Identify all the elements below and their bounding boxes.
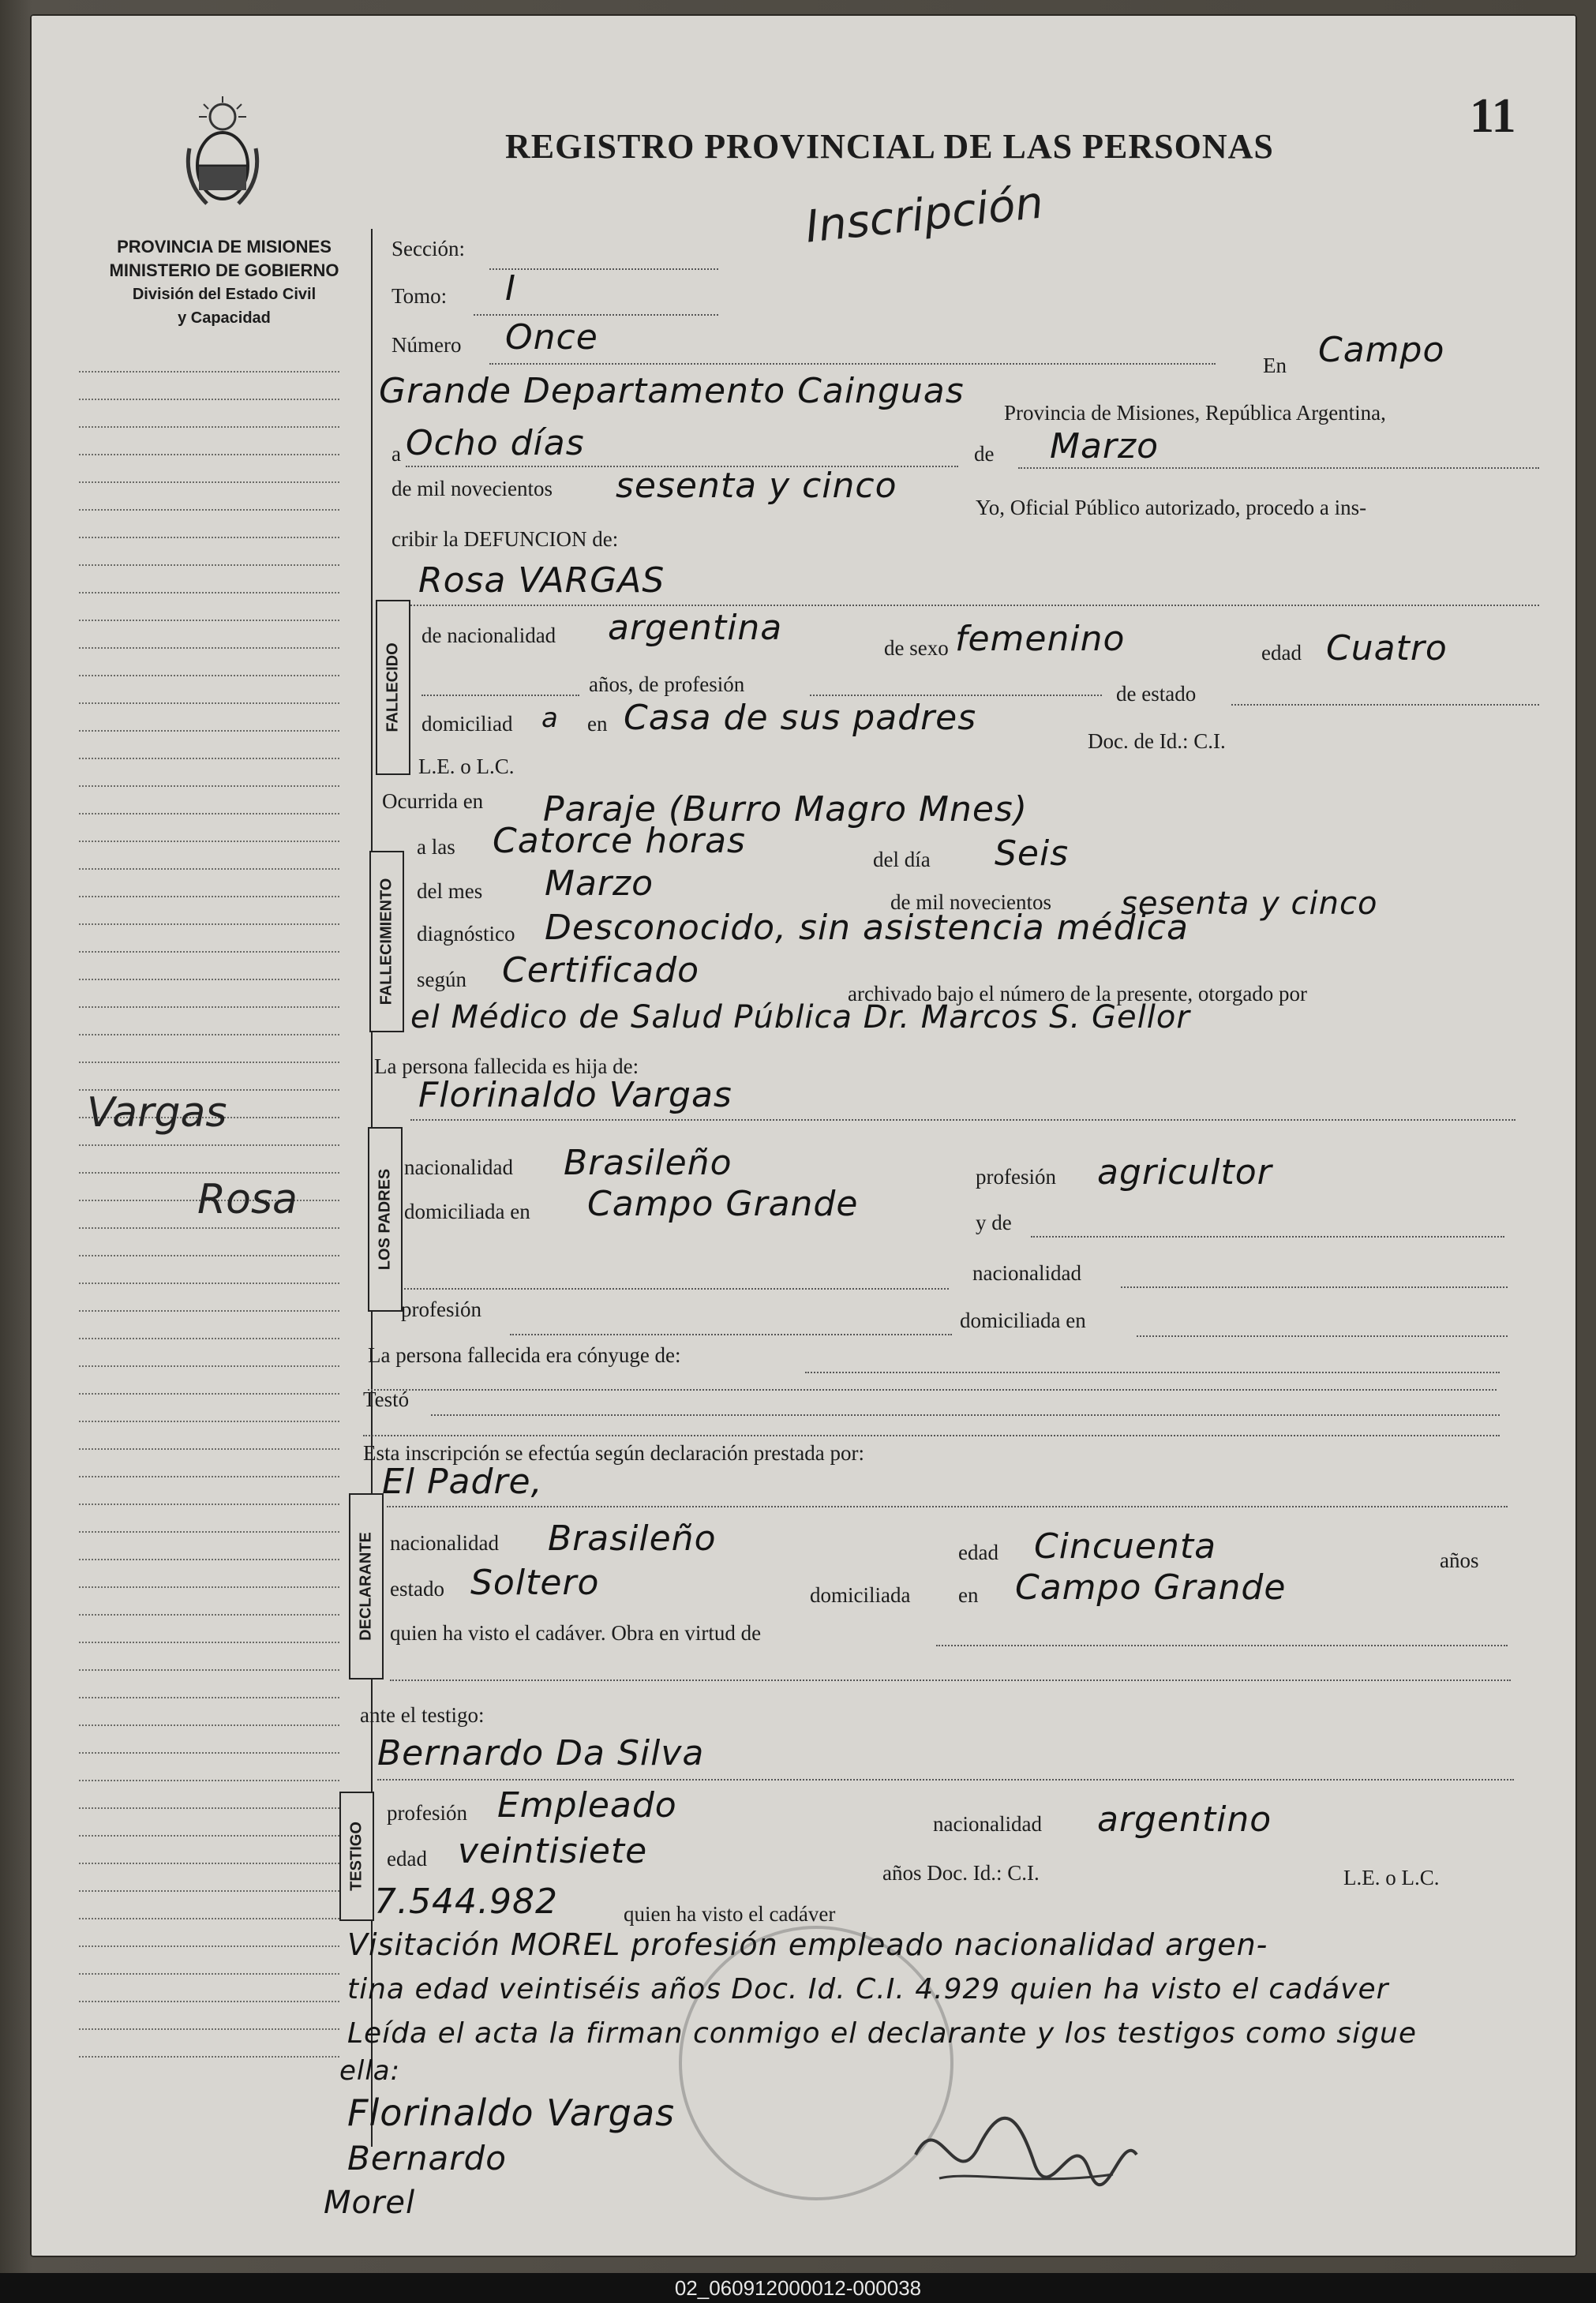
official-signature-icon: [908, 2099, 1145, 2202]
declarante-name: El Padre,: [382, 1462, 543, 1502]
a-label: a: [392, 442, 401, 466]
domiciliado-suffix: a: [541, 702, 559, 734]
note-line-1: Visitación MOREL profesión empleado nacionalidad argen-: [347, 1927, 1268, 1962]
padre-name: Florinaldo Vargas: [418, 1075, 732, 1115]
hora-value: Catorce horas: [493, 821, 746, 861]
ocurrida-value: Paraje (Burro Magro Mnes): [543, 789, 1028, 829]
declarante-en-label: en: [958, 1583, 979, 1607]
testigo-visto-label: quien ha visto el cadáver: [624, 1902, 836, 1926]
testigo-ci-value: 7.544.982: [374, 1882, 558, 1922]
edad-value: Cuatro: [1326, 628, 1448, 668]
top-annotation: Inscripción: [803, 177, 1046, 253]
testigo-edad-value: veintisiete: [458, 1831, 648, 1871]
del-dia-label: del día: [873, 848, 931, 871]
province-block: [74, 235, 374, 330]
testo-label: Testó: [363, 1387, 410, 1411]
tomo-label: Tomo:: [392, 284, 448, 308]
hija-de-label: La persona fallecida es hija de:: [374, 1054, 639, 1078]
declarante-nacionalidad-label: nacionalidad: [390, 1531, 499, 1555]
province-line: PROVINCIA DE MISIONES: [117, 237, 332, 257]
mes-value: Marzo: [1050, 426, 1160, 466]
le-label: L.E. o L.C.: [418, 755, 515, 778]
otorgado-value: el Médico de Salud Pública Dr. Marcos S. Gellor: [410, 999, 1190, 1035]
declarante-anios-label: años: [1440, 1548, 1479, 1572]
anio-value: sesenta y cinco: [616, 466, 897, 506]
archivado-label: archivado bajo el número de la presente, otorgado por: [848, 982, 1308, 1005]
cribir-label: cribir la DEFUNCION de:: [392, 527, 619, 551]
declarante-visto-label: quien ha visto el cadáver. Obra en virtud de: [390, 1621, 762, 1645]
declarante-edad-value: Cincuenta: [1034, 1526, 1217, 1567]
ante-testigo-label: ante el testigo:: [360, 1703, 485, 1727]
mes-fallecimiento-value: Marzo: [545, 863, 654, 904]
segun-label: según: [417, 968, 466, 991]
page-number: 11: [1470, 89, 1516, 143]
capacity-line: y Capacidad: [178, 309, 271, 327]
declarante-nacionalidad-value: Brasileño: [548, 1518, 717, 1559]
sexo-value: femenino: [955, 619, 1126, 659]
margin-given-name: Rosa: [197, 1176, 298, 1223]
madre-profesion-label: profesión: [401, 1298, 481, 1321]
lugar-value-2: Grande Departamento Cainguas: [379, 371, 965, 411]
dia-value: Ocho días: [406, 423, 585, 463]
declarante-estado-value: Soltero: [470, 1563, 600, 1603]
note-line-2: tina edad veintiséis años Doc. Id. C.I. 4.929 quien ha visto el cadáver: [347, 1973, 1389, 2005]
madre-nacionalidad-label: nacionalidad: [972, 1261, 1081, 1285]
declarante-estado-label: estado: [390, 1577, 444, 1601]
signature-3: Morel: [324, 2185, 416, 2221]
signature-1: Florinaldo Vargas: [347, 2091, 676, 2134]
diagnostico-value: Desconocido, sin asistencia médica: [545, 908, 1189, 948]
estado-label: de estado: [1116, 682, 1197, 706]
en-label: En: [1263, 354, 1287, 377]
registry-title: REGISTRO PROVINCIAL DE LAS PERSONAS: [505, 127, 1274, 166]
anios-profesion-label: años, de profesión: [589, 672, 745, 696]
padre-domicilio-label: domiciliada en: [404, 1200, 530, 1223]
de-mil-label: de mil novecientos: [392, 477, 553, 500]
doc-label: Doc. de Id.: C.I.: [1088, 729, 1226, 753]
declarante-tag: DECLARANTE: [349, 1493, 384, 1680]
numero-label: Número: [392, 333, 462, 357]
testigo-edad-label: edad: [387, 1847, 427, 1870]
margin-surname: Vargas: [87, 1089, 227, 1137]
testigo-nacionalidad-value: argentino: [1097, 1799, 1272, 1840]
note-line-4: ella:: [339, 2055, 401, 2087]
del-mes-label: del mes: [417, 879, 483, 903]
testigo-profesion-label: profesión: [387, 1801, 467, 1825]
coat-of-arms-icon: [175, 93, 270, 212]
diagnostico-label: diagnóstico: [417, 922, 515, 946]
edad-label: edad: [1261, 641, 1302, 665]
declaracion-label: Esta inscripción se efectúa según declaración prestada por:: [363, 1441, 864, 1465]
note-line-3: Leída el acta la firman conmigo el declarante y los testigos como sigue: [347, 2017, 1417, 2050]
testigo-tag: TESTIGO: [339, 1792, 374, 1921]
a-las-label: a las: [417, 835, 455, 859]
domicilio-value: Casa de sus padres: [624, 698, 977, 738]
division-line: División del Estado Civil: [132, 286, 317, 303]
conyuge-label: La persona fallecida era cónyuge de:: [368, 1343, 681, 1367]
tomo-value: I: [505, 268, 516, 309]
padre-domicilio-value: Campo Grande: [587, 1184, 859, 1224]
dia-fallecimiento-value: Seis: [995, 833, 1070, 874]
image-footer: [0, 2273, 1596, 2303]
padre-profesion-value: agricultor: [1097, 1152, 1272, 1193]
padre-nacionalidad-label: nacionalidad: [404, 1155, 513, 1179]
anio-fallecimiento-value: sesenta y cinco: [1121, 886, 1378, 922]
yo-label: Yo, Oficial Público autorizado, procedo a ins-: [976, 496, 1367, 519]
de-label: de: [974, 442, 995, 466]
segun-value: Certificado: [502, 950, 700, 990]
provincia-label: Provincia de Misiones, República Argentina,: [1004, 401, 1386, 425]
declarante-edad-label: edad: [958, 1541, 998, 1564]
padre-profesion-label: profesión: [976, 1165, 1056, 1189]
numero-value: Once: [505, 317, 598, 358]
sexo-label: de sexo: [884, 636, 949, 660]
padre-nacionalidad-value: Brasileño: [564, 1143, 732, 1183]
declarante-domicilio-value: Campo Grande: [1015, 1567, 1287, 1608]
testigo-doc-label: años Doc. Id.: C.I.: [882, 1861, 1040, 1885]
margin-ruled-lines: [79, 371, 339, 2084]
testigo-name: Bernardo Da Silva: [377, 1733, 705, 1773]
image-id-label: 02_060912000012-000038: [674, 2276, 922, 2300]
ocurrida-label: Ocurrida en: [382, 789, 484, 813]
padres-tag: LOS PADRES: [368, 1127, 403, 1312]
testigo-nacionalidad-label: nacionalidad: [933, 1812, 1042, 1836]
nacionalidad-label: de nacionalidad: [421, 623, 556, 647]
fallecido-name: Rosa VARGAS: [418, 560, 665, 601]
en-label-2: en: [587, 712, 608, 736]
declarante-domicilio-label: domiciliada: [810, 1583, 911, 1607]
madre-domicilio-label: domiciliada en: [960, 1309, 1086, 1332]
testigo-profesion-value: Empleado: [497, 1785, 677, 1826]
domiciliado-label: domiciliad: [421, 712, 513, 736]
nacionalidad-value: argentina: [608, 608, 783, 648]
ministry-line: MINISTERIO DE GOBIERNO: [109, 260, 339, 280]
signature-2: Bernardo: [347, 2139, 507, 2178]
fallecimiento-tag: FALLECIMIENTO: [369, 851, 404, 1032]
seccion-label: Sección:: [392, 237, 465, 260]
de-mil-label-2: de mil novecientos: [890, 890, 1051, 914]
testigo-le-label: L.E. o L.C.: [1343, 1866, 1440, 1889]
fallecido-tag: FALLECIDO: [376, 600, 410, 775]
y-de-label: y de: [976, 1211, 1012, 1234]
lugar-value: Campo: [1318, 330, 1445, 370]
